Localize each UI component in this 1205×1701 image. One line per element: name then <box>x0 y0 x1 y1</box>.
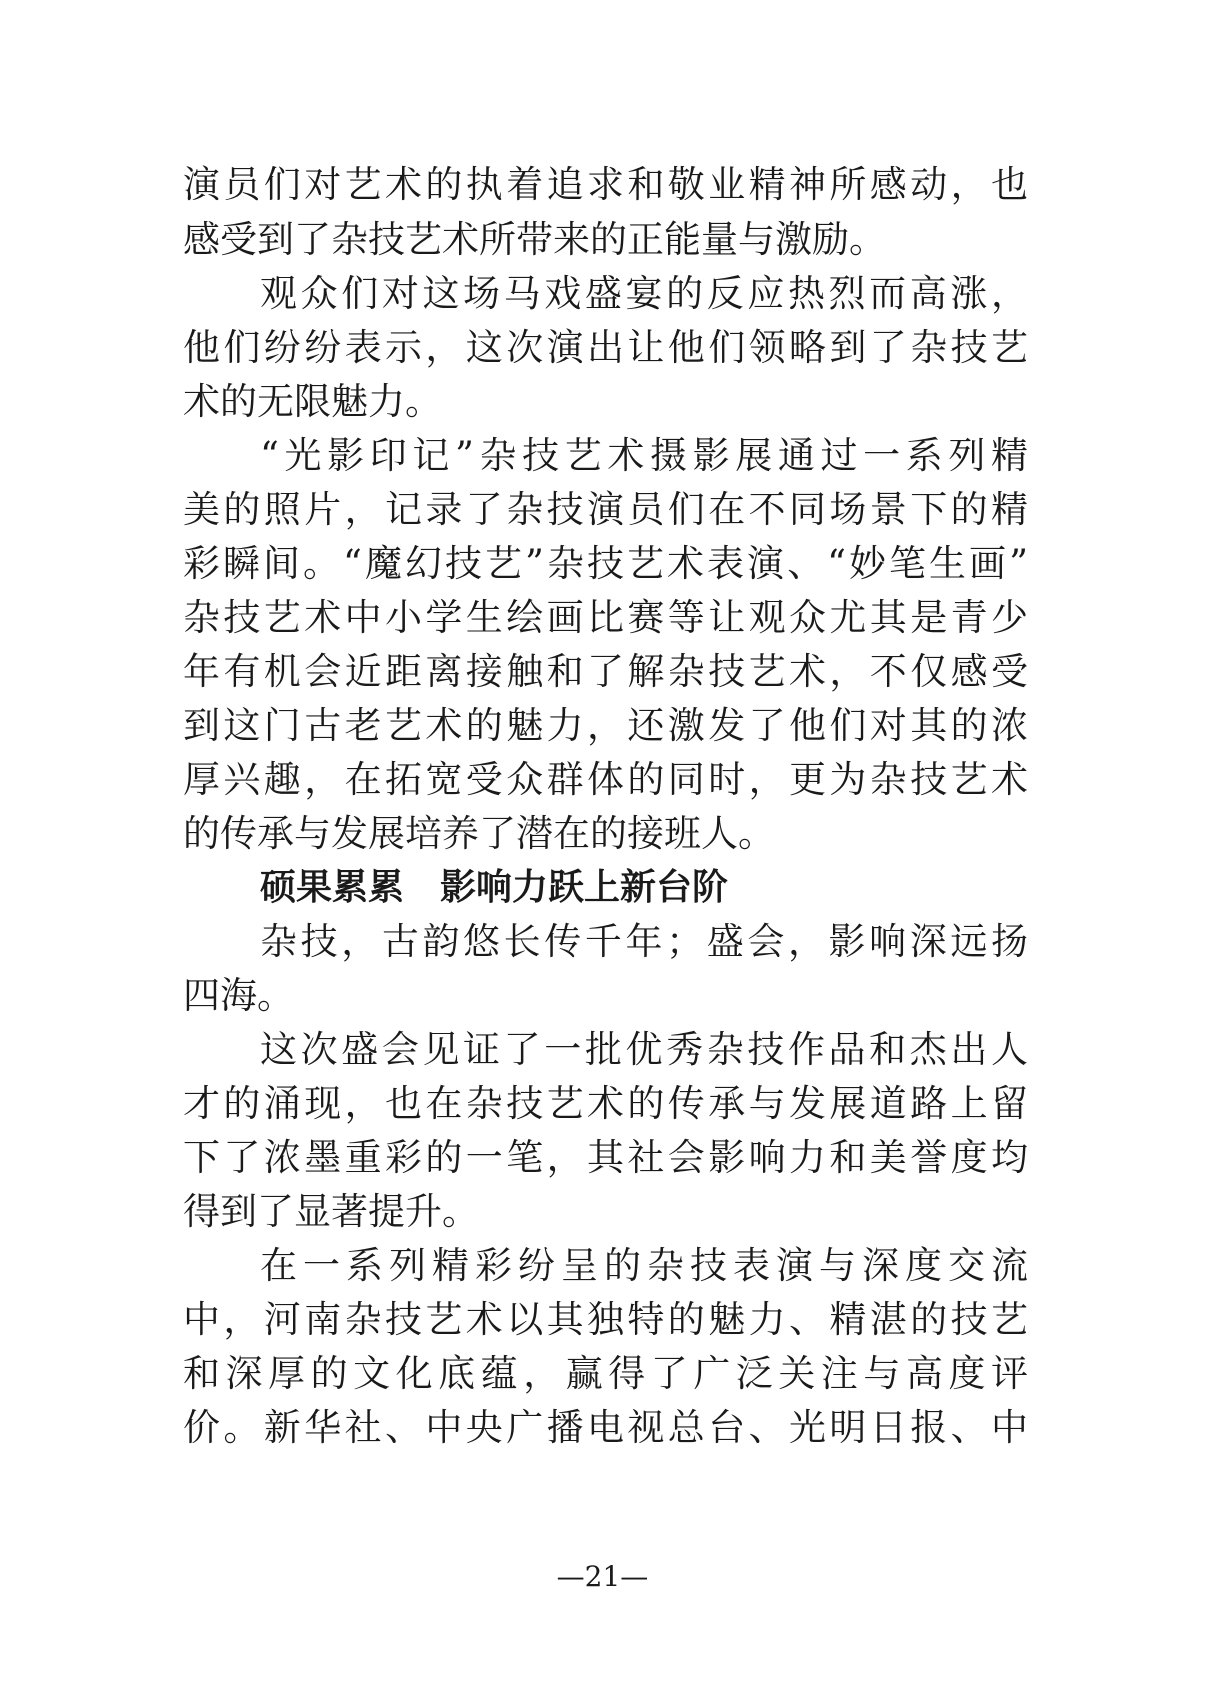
body-text-line: 得到了显著提升。 <box>183 1190 479 1233</box>
body-text-line: 他们纷纷表示，这次演出让他们领略到了杂技艺 <box>183 326 1028 369</box>
body-text-line: 感受到了杂技艺术所带来的正能量与激励。 <box>183 218 886 261</box>
paragraph-start-line: 观众们对这场马戏盛宴的反应热烈而高涨， <box>260 272 1028 315</box>
body-text-line: 美的照片，记录了杂技演员们在不同场景下的精 <box>183 488 1028 531</box>
body-text-line: 四海。 <box>183 974 294 1017</box>
body-text-line: 价。新华社、中央广播电视总台、光明日报、中 <box>183 1406 1028 1449</box>
body-text-line: 才的涌现，也在杂技艺术的传承与发展道路上留 <box>183 1082 1028 1125</box>
body-text-line: 下了浓墨重彩的一笔，其社会影响力和美誉度均 <box>183 1136 1028 1179</box>
page-number: —21— <box>556 1560 649 1593</box>
body-text-line: 和深厚的文化底蕴，赢得了广泛关注与高度评 <box>183 1352 1028 1395</box>
body-text-line: 厚兴趣，在拓宽受众群体的同时，更为杂技艺术 <box>183 758 1028 801</box>
body-text-line: 杂技艺术中小学生绘画比赛等让观众尤其是青少 <box>183 596 1028 639</box>
body-text-line: 的传承与发展培养了潜在的接班人。 <box>183 812 775 855</box>
body-text-line: 到这门古老艺术的魅力，还激发了他们对其的浓 <box>183 704 1028 747</box>
paragraph-start-line: 在一系列精彩纷呈的杂技表演与深度交流 <box>260 1244 1028 1287</box>
paragraph-start-line: 这次盛会见证了一批优秀杂技作品和杰出人 <box>260 1028 1028 1071</box>
body-text-line: 术的无限魅力。 <box>183 380 442 423</box>
body-text-line: 彩瞬间。“魔幻技艺”杂技艺术表演、“妙笔生画” <box>183 542 1028 585</box>
paragraph-start-line: “光影印记”杂技艺术摄影展通过一系列精 <box>260 434 1028 477</box>
body-text-line: 中，河南杂技艺术以其独特的魅力、精湛的技艺 <box>183 1298 1028 1341</box>
paragraph-start-line: 杂技，古韵悠长传千年；盛会，影响深远扬 <box>260 920 1028 963</box>
body-text-line: 演员们对艺术的执着追求和敬业精神所感动，也 <box>183 163 1028 206</box>
section-heading: 硕果累累 影响力跃上新台阶 <box>260 867 729 908</box>
body-text-line: 年有机会近距离接触和了解杂技艺术，不仅感受 <box>183 650 1028 693</box>
